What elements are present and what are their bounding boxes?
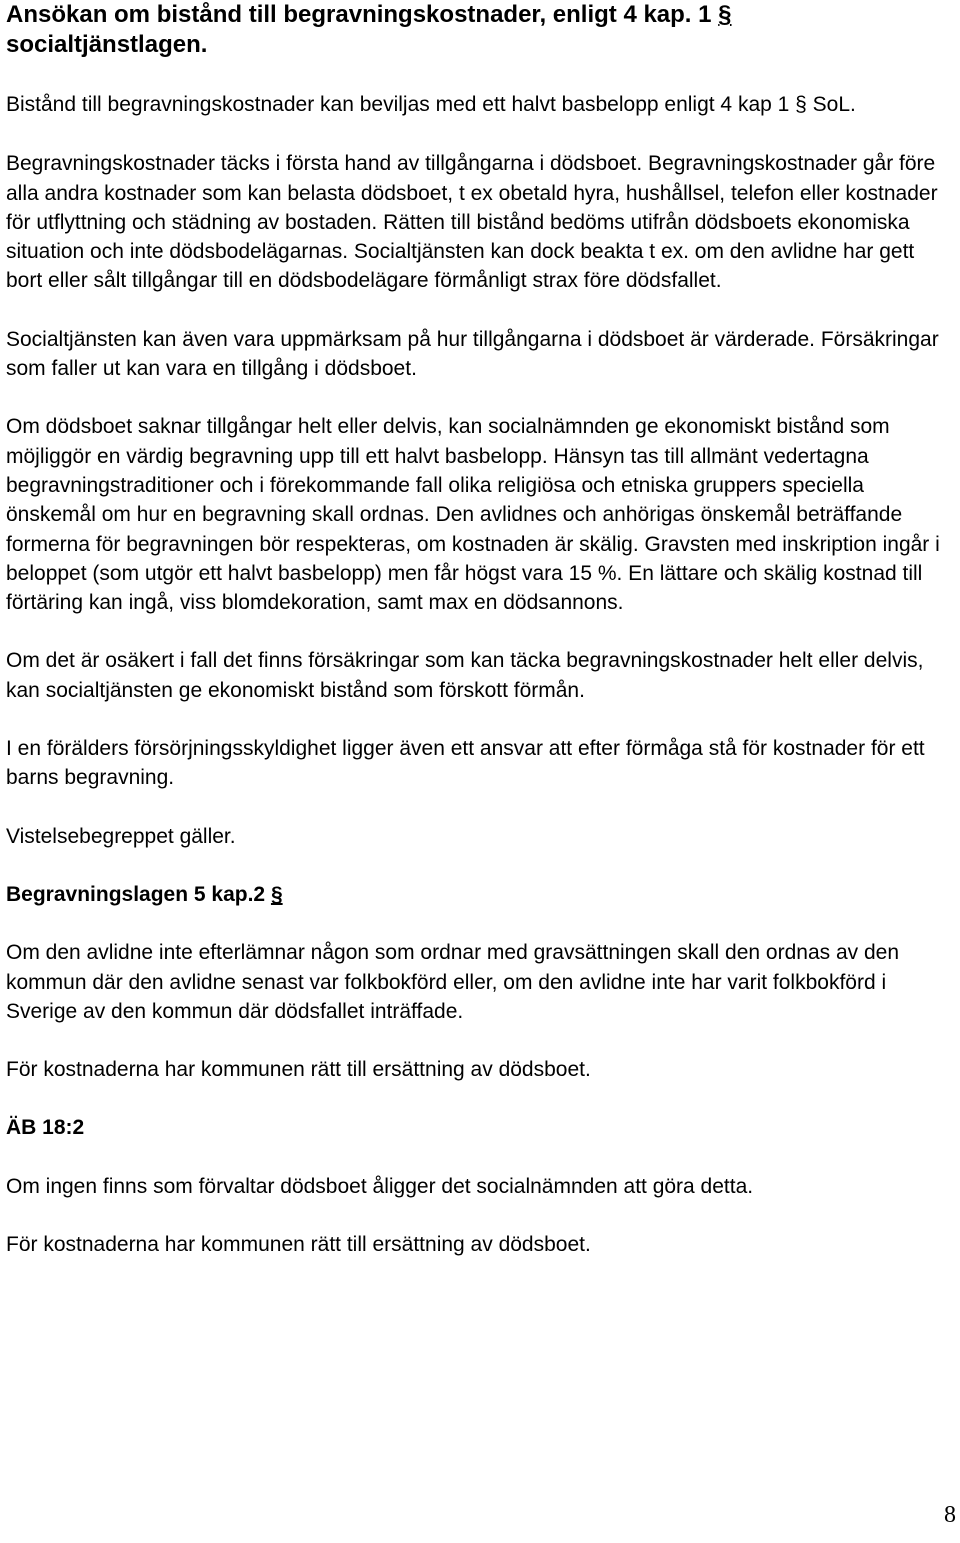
- paragraph-estate-management: Om ingen finns som förvaltar dödsboet åligger det socialnämnden att göra detta.: [6, 1174, 754, 1198]
- section-sign: §: [270, 882, 283, 906]
- paragraph-insurance: Om det är osäkert i fall det finns försäkringar som kan täcka begravningskostnader helt eller delvis, kan socialtjänsten ge ekonomiskt bistånd som förskott förmån.: [6, 649, 924, 702]
- title-line-2: socialtjänstlagen.: [6, 31, 208, 58]
- heading-ab: ÄB 18:2: [6, 1116, 85, 1140]
- paragraph-residence: Vistelsebegreppet gäller.: [6, 824, 236, 848]
- paragraph-compensation-1: För kostnaderna har kommunen rätt till ersättning av dödsboet.: [6, 1058, 591, 1082]
- paragraph-burial-responsibility: Om den avlidne inte efterlämnar någon som ordnar med gravsättningen skall den ordnas av den kommun där den avlidne senast var folkbokförd eller, om den avlidne inte har varit folkbokförd i Sverige av den kommun där dödsfallet inträffade.: [6, 941, 900, 1023]
- section-sign: §: [718, 1, 732, 28]
- paragraph-parent-obligation: I en förälders försörjningsskyldighet ligger även ett ansvar att efter förmåga stå för kostnader för ett barns begravning.: [6, 737, 925, 790]
- paragraph-no-assets: Om dödsboet saknar tillgångar helt eller delvis, kan socialnämnden ge ekonomiskt bistånd som möjliggör en värdig begravning upp till ett halvt basbelopp. Hänsyn tas till allmänt vedertagna begravningstraditioner och i förekommande fall olika religiösa och etniska gruppers speciella önskemål om hur en begravning skall ordnas. Den avlidnes och anhörigas önskemål beträffande formerna för begravningen bör respekteras, om kostnaden är skälig. Gravsten med inskription ingår i beloppet (som utgör ett halvt basbelopp) men får högst vara 15 %. En lättare och skälig kostnad till förtäring kan ingå, viss blomdekoration, samt max en dödsannons.: [6, 415, 940, 615]
- page-number: 8: [944, 1502, 956, 1528]
- paragraph-valuation: Socialtjänsten kan även vara uppmärksam på hur tillgångarna i dödsboet är värderade. Försäkringar som faller ut kan vara en tillgång i dödsboet.: [6, 327, 939, 381]
- paragraph-assets: Begravningskostnader täcks i första hand av tillgångarna i dödsboet. Begravningskostnader går före alla andra kostnader som kan belasta dödsboet, t ex obetald hyra, hushållsel, telefon eller kostnader för utflyttning och städning av bostaden. Rätten till bistånd bedöms utifrån dödsboets ekonomiska situation och inte dödsbodelägarnas. Socialtjänsten kan dock beakta t ex. om den avlidne har gett bort eller sålt tillgångar till en dödsbodelägare förmånligt strax före dödsfallet.: [6, 152, 938, 293]
- paragraph-intro: Bistånd till begravningskostnader kan beviljas med ett halvt basbelopp enligt 4 kap 1 § SoL.: [6, 93, 856, 116]
- paragraph-compensation-2: För kostnaderna har kommunen rätt till ersättning av dödsboet.: [6, 1233, 591, 1257]
- document-title: [6, 0, 952, 60]
- heading-begravningslagen: Begravningslagen 5 kap.2 §: [6, 882, 283, 906]
- title-line-1: Ansökan om bistånd till begravningskostnader, enligt 4 kap. 1 §: [6, 1, 732, 28]
